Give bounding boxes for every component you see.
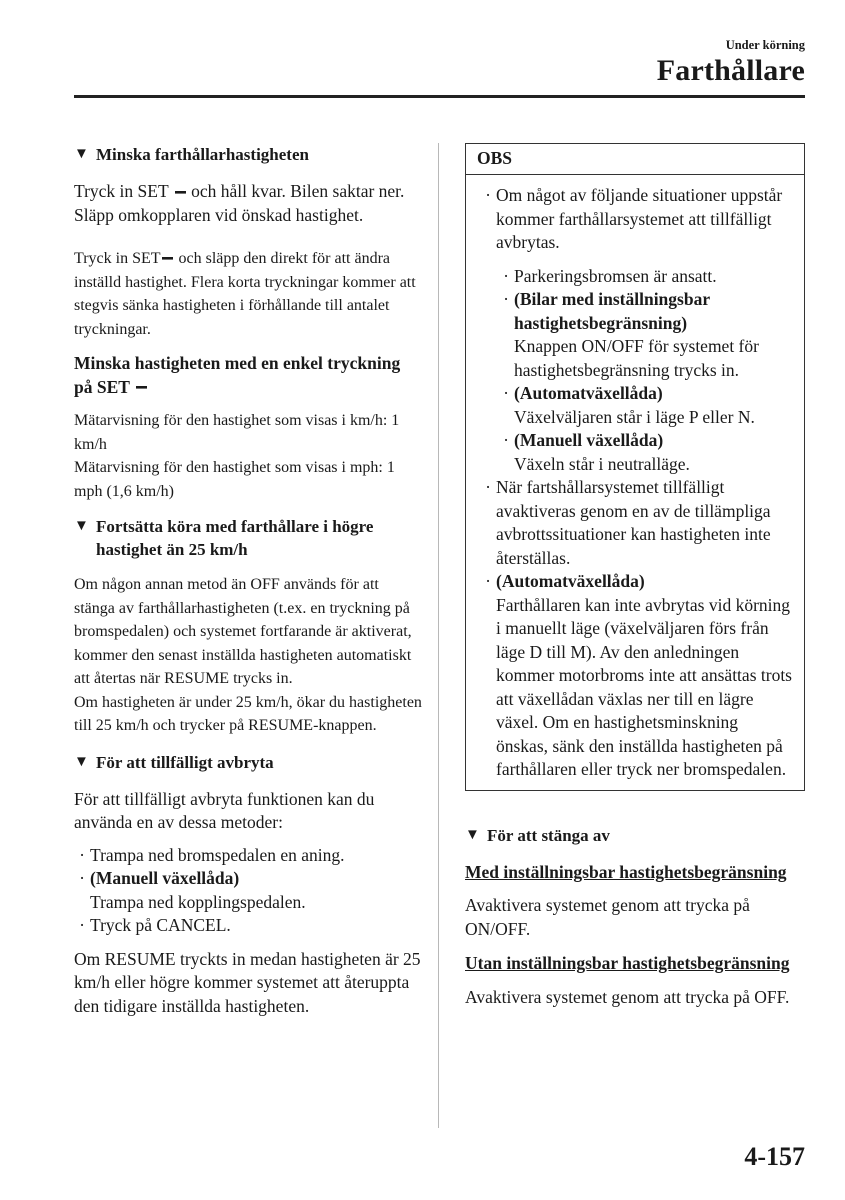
text: (Automatväxellåda) [514, 383, 663, 403]
sub-list [480, 265, 794, 477]
text: (Bilar med inställningsbar hastighetsbegränsning) [514, 289, 710, 333]
paragraph: För att tillfälligt avbryta funktionen kan du använda en av dessa metoder: [74, 788, 375, 832]
text: (Manuell växellåda) [514, 430, 664, 450]
text: När fartshållarsystemet tillfälligt avaktiveras genom en av de tillämpliga avbrottssituationer kan hastigheten inte återställas. [496, 477, 771, 568]
heading-text: Fortsätta köra med farthållare i högre hastighet än 25 km/h [96, 517, 374, 559]
triangle-icon: ▼ [74, 518, 89, 534]
list-item-text: Farthållaren kan inte avbrytas vid körning i manuellt läge (växelväljaren förs från läge D till M). Av den anledningen kommer motorbroms inte att ansättas trots att växellådan växlas ner till en lägre växel. Om en hastighetsminskning önskas, sänk den inställda hastigheten på farthållaren eller tryck ner bromspedalen. [496, 594, 792, 779]
list-item-text: Knappen ON/OFF för systemet för hastighetsbegränsning trycks in. [514, 336, 759, 380]
text: och håll kvar. Bilen saktar ner. Släpp omkopplaren vid önskad hastighet. [74, 181, 405, 225]
text: Minska hastigheten med en enkel tryckning på SET [74, 353, 401, 397]
page-number: 4-157 [744, 1142, 805, 1171]
heading-text: För att tillfälligt avbryta [96, 752, 274, 772]
list-item: · Trampa ned bromspedalen en aning. [74, 844, 422, 868]
triangle-icon: ▼ [74, 146, 89, 162]
paragraph [74, 180, 422, 227]
column-divider [438, 143, 439, 1128]
list-item: · När fartshållarsystemet tillfälligt avaktiveras genom en av de tillämpliga avbrottssituationer kan hastigheten inte återställas. [480, 476, 794, 570]
paragraph: Mätarvisning för den hastighet som visas i km/h: 1 km/h [74, 412, 400, 453]
underlined-subheading: Med inställningsbar hastighetsbegränsning [465, 861, 787, 882]
list-item: · Om något av följande situationer uppstår kommer farthållarsystemet att tillfälligt avbrytas. [480, 184, 794, 255]
text: Tryck på CANCEL. [90, 915, 231, 935]
minus-icon [134, 383, 148, 393]
list-item: · (Bilar med inställningsbar hastighetsbegränsning) [498, 288, 794, 335]
text: (Manuell växellåda) [90, 868, 240, 888]
heading-minska [74, 143, 422, 166]
obs-title: OBS [466, 144, 804, 175]
paragraph: Om RESUME tryckts in medan hastigheten är 25 km/h eller högre kommer systemet att återuppta den tidigare inställda hastigheten. [74, 948, 421, 1016]
page-title: Farthållare [656, 54, 805, 87]
heading-text: Minska farthållarhastigheten [96, 145, 309, 164]
heading-avbryta [74, 751, 422, 774]
left-column [74, 143, 422, 1018]
right-column [465, 143, 805, 1009]
list-item-text: Växelväljaren står i läge P eller N. [514, 406, 755, 427]
text: Om något av följande situationer uppstår kommer farthållarsystemet att tillfälligt avbrytas. [496, 185, 783, 252]
header-rule [74, 95, 805, 98]
heading-fortsatta [74, 515, 422, 561]
text: (Automatväxellåda) [496, 571, 645, 591]
paragraph: Mätarvisning för den hastighet som visas i mph: 1 mph (1,6 km/h) [74, 459, 395, 500]
text: Tryck in SET [74, 181, 169, 201]
list-item-text: Trampa ned kopplingspedalen. [90, 891, 306, 912]
list-item: · Tryck på CANCEL. [74, 914, 422, 938]
text: Trampa ned bromspedalen en aning. [90, 844, 345, 865]
list-item: · (Automatväxellåda) [498, 382, 794, 406]
list-item: · (Manuell växellåda) [74, 867, 422, 891]
heading-stanga-av [465, 824, 805, 847]
list-item-text: Växeln står i neutralläge. [514, 453, 690, 474]
header-section: Under körning [725, 38, 805, 52]
paragraph: Avaktivera systemet genom att trycka på ON/OFF. [465, 895, 750, 939]
minus-icon [161, 254, 175, 264]
subheading [74, 352, 422, 399]
obs-body [466, 175, 804, 790]
underlined-subheading: Utan inställningsbar hastighetsbegränsning [465, 953, 790, 973]
paragraph: Om hastigheten är under 25 km/h, ökar du hastigheten till 25 km/h och trycker på RESUME-knappen. [74, 693, 422, 734]
paragraph: Avaktivera systemet genom att trycka på OFF. [465, 986, 790, 1007]
list-item: · Parkeringsbromsen är ansatt. [498, 265, 794, 289]
bullet-list [74, 844, 422, 938]
list-item: · (Manuell växellåda) [498, 429, 794, 453]
minus-icon [173, 188, 187, 198]
triangle-icon: ▼ [74, 753, 89, 770]
text: Tryck in SET [74, 250, 161, 267]
paragraph [74, 247, 422, 341]
text: Parkeringsbromsen är ansatt. [514, 265, 717, 286]
heading-text: För att stänga av [487, 825, 610, 845]
paragraph: Om någon annan metod än OFF används för att stänga av farthållarhastigheten (t.ex. en tryckning på bromspedalen) och systemet fortfarande är aktiverat, kommer den senast inställda hastigheten automatiskt att återtas när RESUME trycks in. [74, 576, 412, 687]
text: och släpp den direkt för att ändra inställd hastighet. Flera korta tryckningar kommer att stegvis sänka hastigheten i förhållande till antalet tryckningar. [74, 250, 416, 338]
obs-box [465, 143, 805, 791]
list-item: · (Automatväxellåda) [480, 570, 794, 594]
triangle-icon: ▼ [465, 826, 480, 843]
